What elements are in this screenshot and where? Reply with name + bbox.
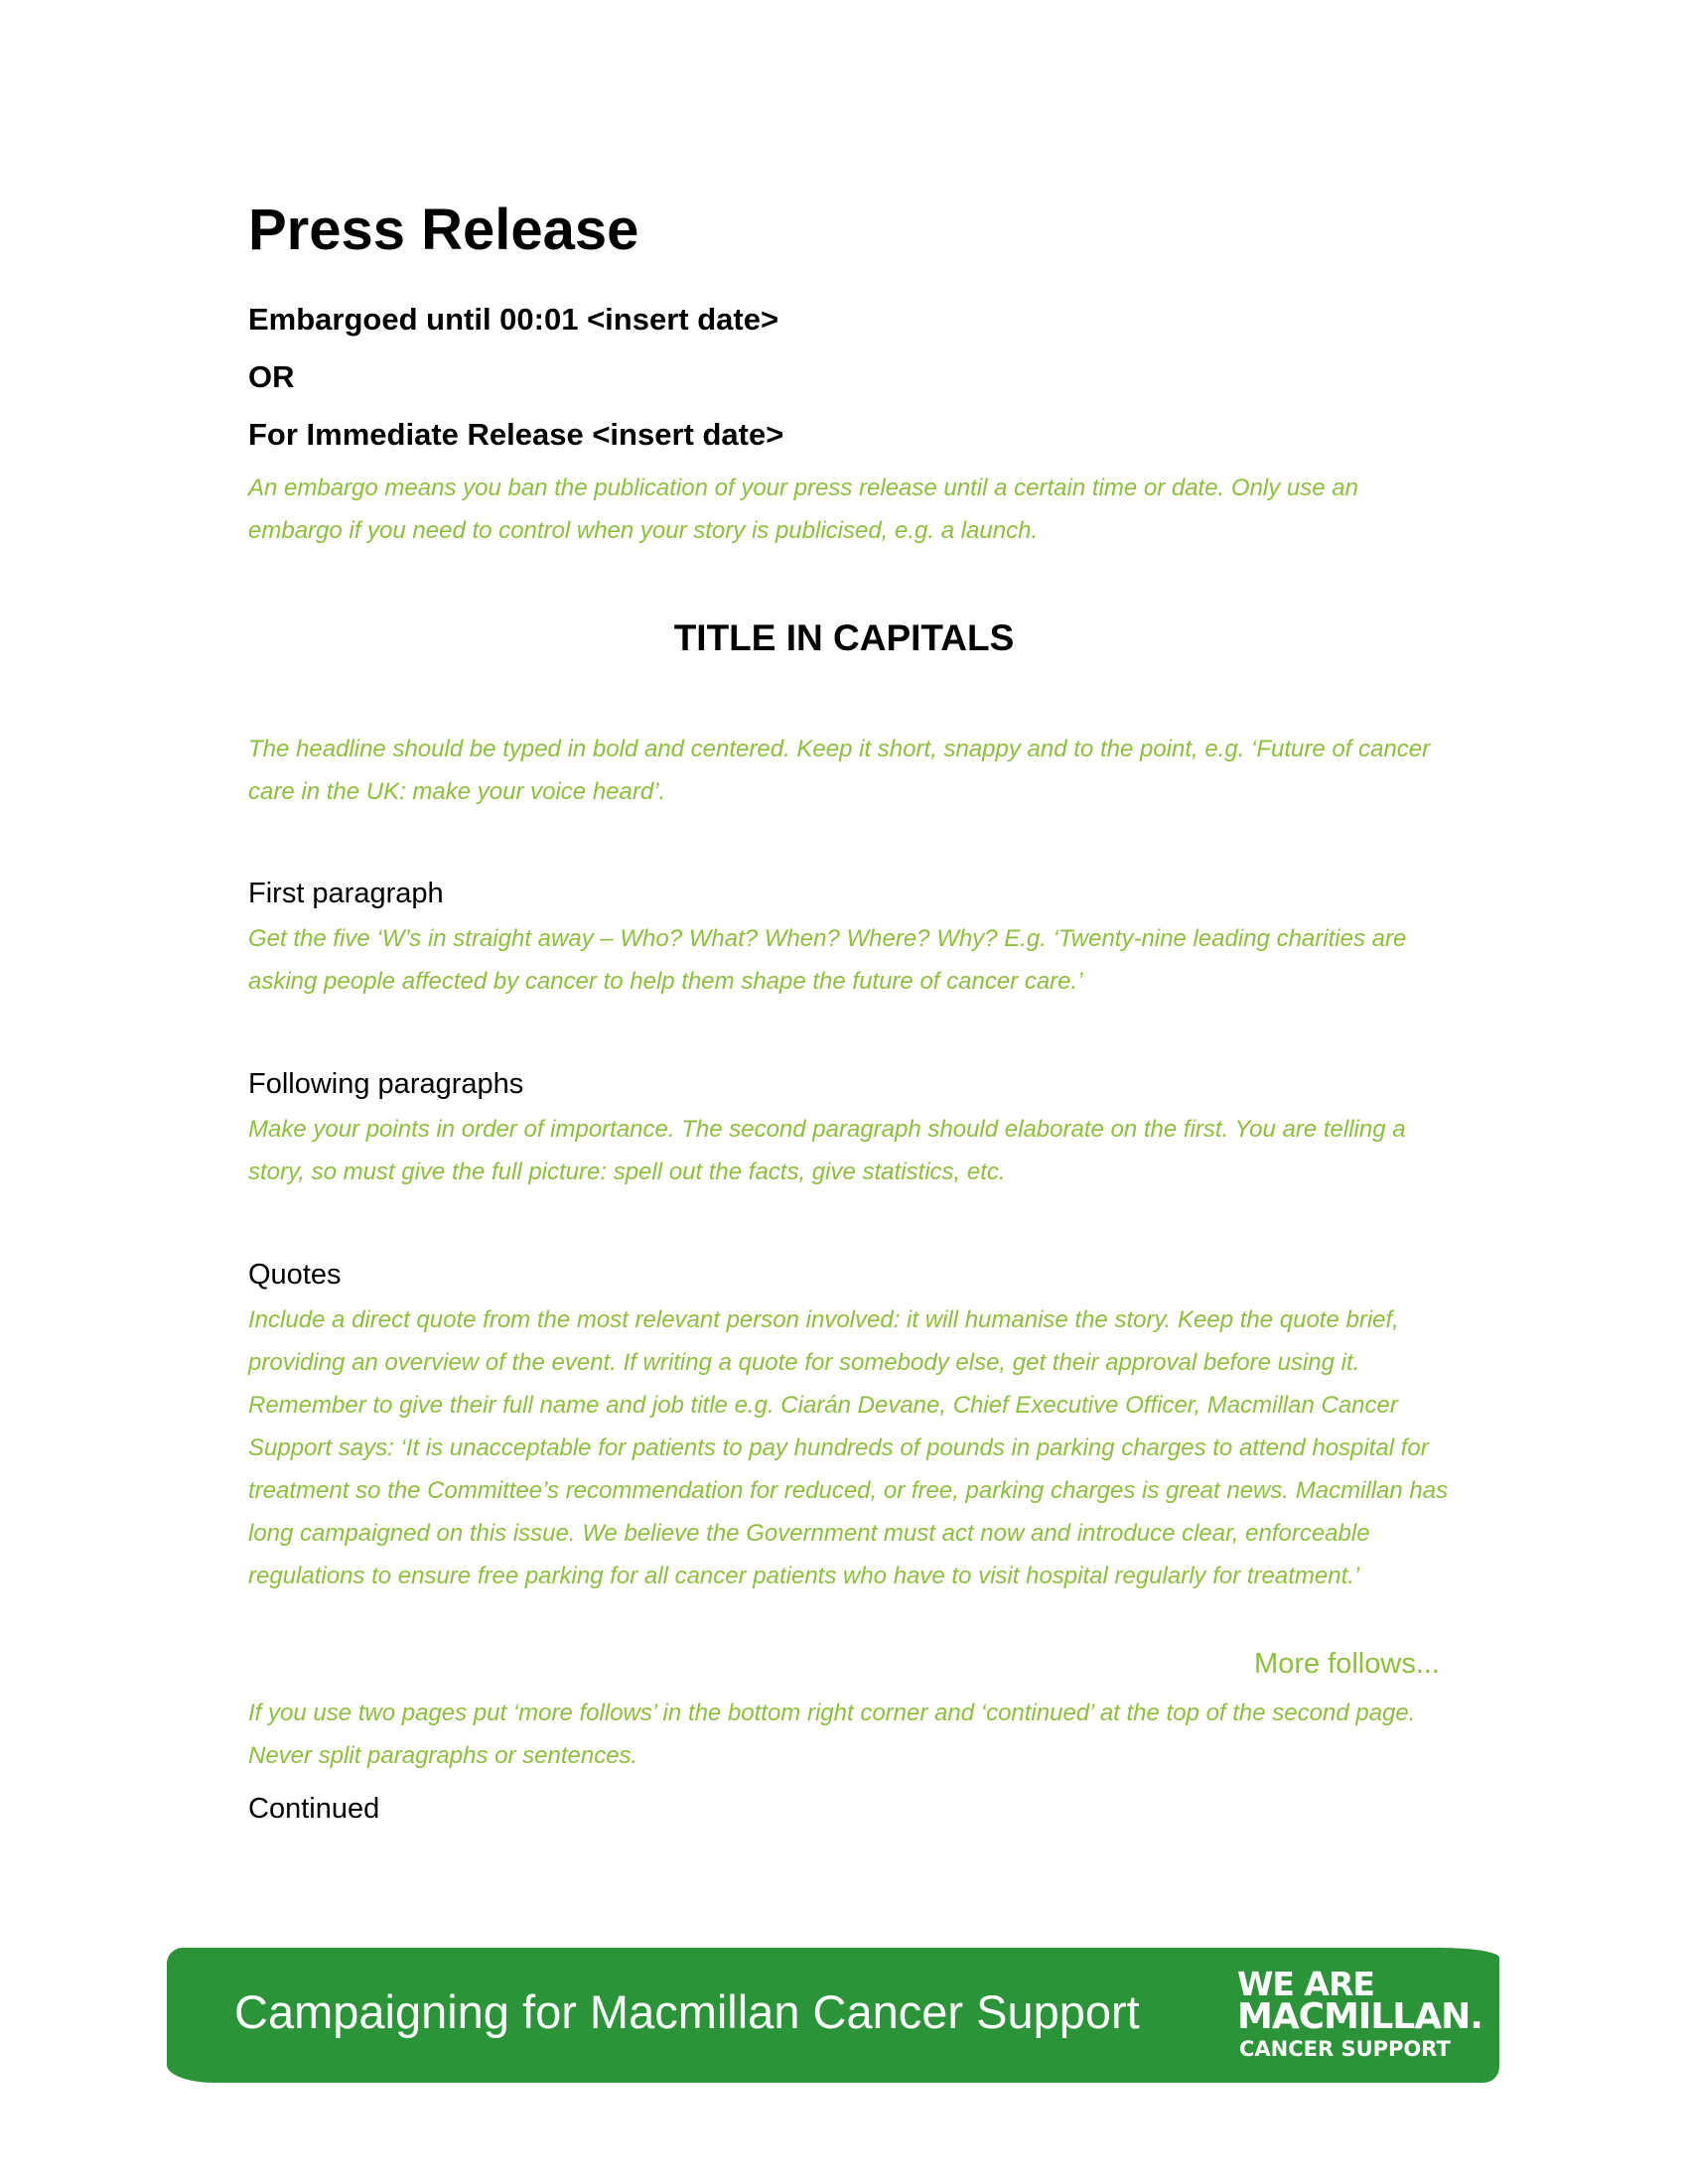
section-heading-first-paragraph: First paragraph <box>248 878 444 909</box>
or-line: OR <box>248 359 295 394</box>
footer-banner-text: Campaigning for Macmillan Cancer Support <box>234 1985 1140 2038</box>
quotes-guidance: Include a direct quote from the most relevant person involved: it will humanise the story. Keep the quote brief, providing an overview of the event. If writing a quote for somebody else, get their approval before using it. Remember to give their full name and job title e.g. Ciarán Devane, Chief Executive Officer, Macmillan Cancer Support says: ‘It is unacceptable for patients to pay hundreds of pounds in parking charges to attend hospital for treatment so the Committee’s recommendation for reduced, or free, parking charges is great news. Macmillan has long campaigned on this issue. We believe the Government must act now and introduce clear, enforceable regulations to ensure free parking for all cancer patients who have to visit hospital regularly for treatment.’ <box>248 1306 1449 1589</box>
logo-line-we-are: WE ARE <box>1237 1965 1374 2003</box>
press-release-page <box>248 0 1449 2184</box>
section-heading-following-paragraphs: Following paragraphs <box>248 1068 524 1100</box>
more-follows: More follows... <box>1254 1648 1440 1680</box>
embargo-line: Embargoed until 00:01 <insert date> <box>248 302 779 337</box>
embargo-guidance: An embargo means you ban the publication of your press release until a certain time or date. Only use an embargo if you need to control when your story is publicised, e.g. a launch. <box>248 475 1358 544</box>
macmillan-logo <box>1237 1965 1482 2065</box>
page-title: Press Release <box>248 198 639 262</box>
following-paragraphs-guidance: Make your points in order of importance. The second paragraph should elaborate on the first. You are telling a story, so must give the full picture: spell out the facts, give statistics, etc. <box>248 1116 1406 1185</box>
headline: TITLE IN CAPITALS <box>673 617 1015 658</box>
continued-label: Continued <box>248 1793 380 1825</box>
headline-guidance: The headline should be typed in bold and centered. Keep it short, snappy and to the point, e.g. ‘Future of cancer care in the UK: make your voice heard’. <box>248 736 1431 805</box>
logo-line-cancer-support: CANCER SUPPORT <box>1239 2037 1451 2061</box>
immediate-release-line: For Immediate Release <insert date> <box>248 417 784 452</box>
more-follows-guidance: If you use two pages put ‘more follows’ in the bottom right corner and ‘continued’ at the top of the second page. Never split paragraphs or sentences. <box>248 1700 1416 1769</box>
footer-banner <box>167 1948 1499 2083</box>
first-paragraph-guidance: Get the five ‘W’s in straight away – Who? What? When? Where? Why? E.g. ‘Twenty-nine leading charities are asking people affected by cancer to help them shape the future of cancer care.’ <box>248 925 1407 995</box>
section-heading-quotes: Quotes <box>248 1259 342 1291</box>
logo-line-macmillan: MACMILLAN. <box>1237 1996 1482 2037</box>
